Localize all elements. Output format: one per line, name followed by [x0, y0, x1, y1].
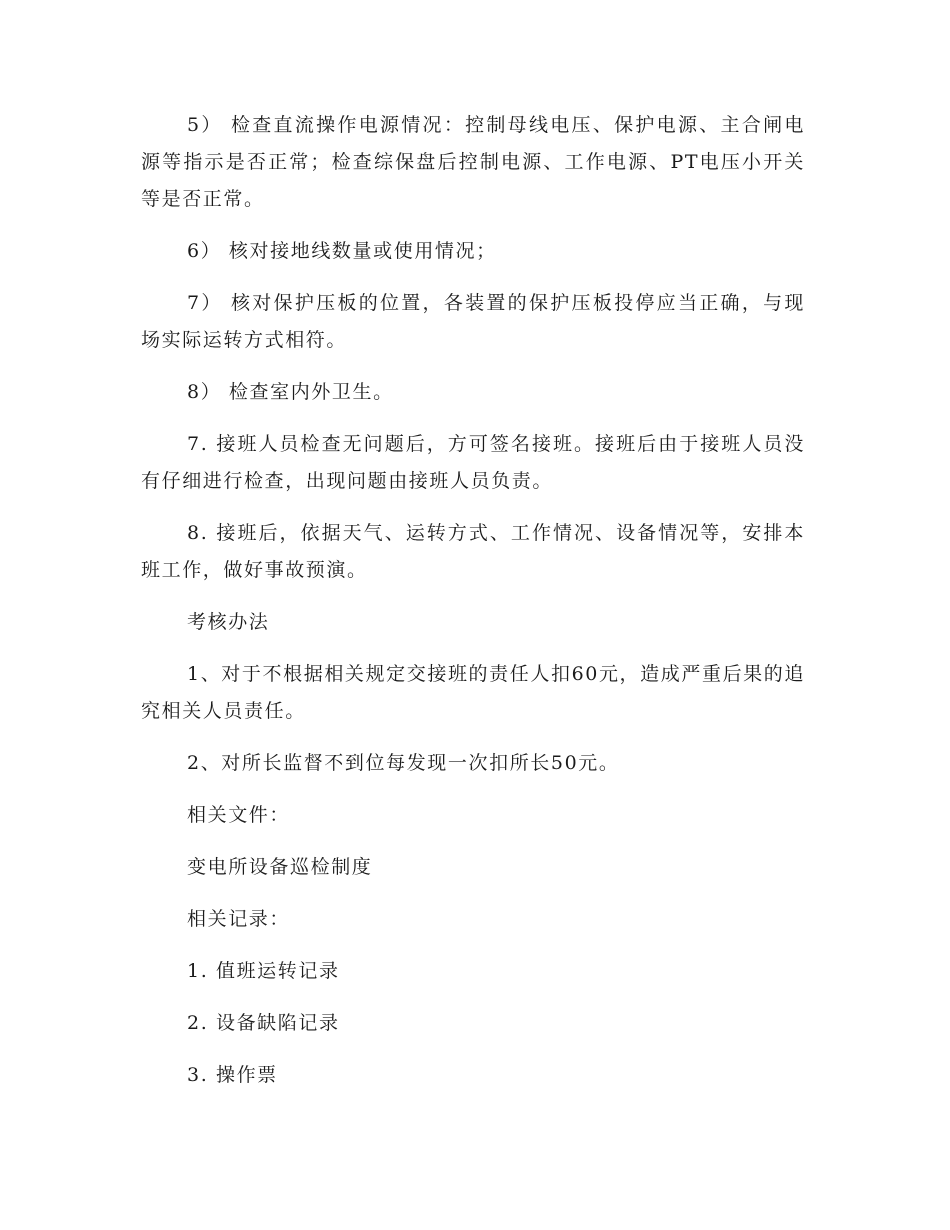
paragraph-after-handover: 8. 接班后，依据天气、运转方式、工作情况、设备情况等，安排本班工作，做好事故预演。 [141, 522, 805, 581]
paragraph-penalty-2: 2、对所长监督不到位每发现一次扣所长50元。 [187, 752, 620, 774]
section-heading-assessment: 考核办法 [187, 611, 270, 633]
paragraph-penalty-1: 1、对于不根据相关规定交接班的责任人扣60元，造成严重后果的追究相关人员责任。 [141, 663, 805, 722]
section-heading-related-records: 相关记录： [187, 908, 291, 930]
paragraph-hygiene-check: 8） 检查室内外卫生。 [187, 381, 394, 403]
paragraph-sign-handover: 7. 接班人员检查无问题后，方可签名接班。接班后由于接班人员没有仔细进行检查，出现问题由接班人员负责。 [141, 433, 805, 492]
paragraph-dc-power-check: 5） 检查直流操作电源情况：控制母线电压、保护电源、主合闸电源等指示是否正常；检查综保盘后控制电源、工作电源、PT电压小开关等是否正常。 [141, 114, 805, 210]
paragraph-grounding-wire-check: 6） 核对接地线数量或使用情况； [187, 240, 497, 262]
paragraph-protection-plate-check: 7） 核对保护压板的位置，各装置的保护压板投停应当正确，与现场实际运转方式相符。 [141, 292, 805, 351]
related-file-item: 变电所设备巡检制度 [187, 856, 373, 878]
record-item-operation-ticket: 3. 操作票 [187, 1064, 278, 1086]
record-item-duty-log: 1. 值班运转记录 [187, 960, 340, 982]
section-heading-related-files: 相关文件： [187, 804, 291, 826]
record-item-defect-log: 2. 设备缺陷记录 [187, 1012, 340, 1034]
document-page [141, 107, 805, 1094]
